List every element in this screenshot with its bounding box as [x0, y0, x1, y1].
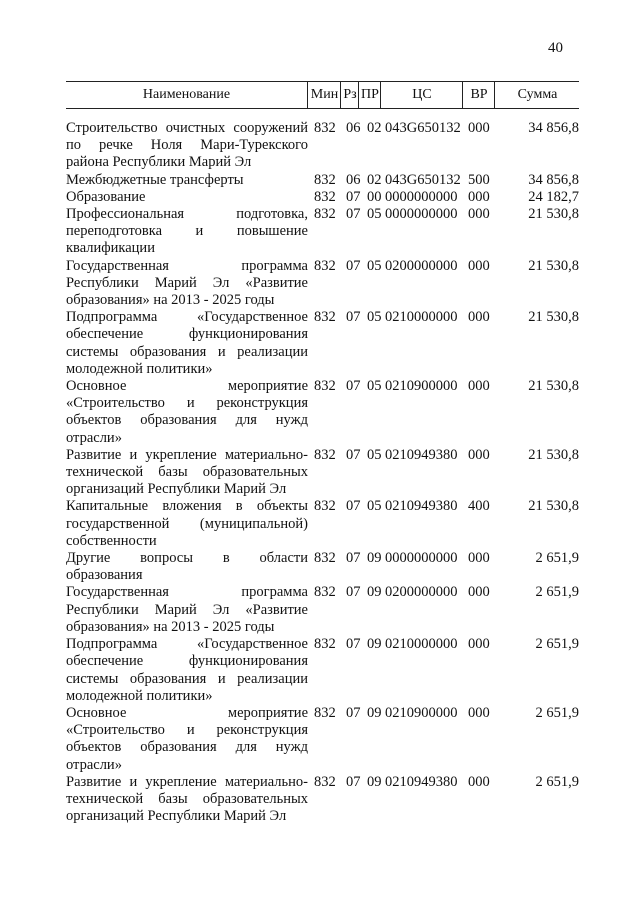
row-cs-code: 0210900000 [385, 378, 458, 395]
row-name: Профессиональная подготовка, переподготовка и повышение квалификации [66, 206, 308, 257]
row-sum: 2 651,9 [535, 636, 579, 653]
row-pr-code: 05 [367, 206, 382, 223]
row-rz-code: 07 [346, 773, 361, 790]
row-rz-code: 07 [346, 636, 361, 653]
row-vr-code: 400 [468, 498, 490, 515]
row-name: Государственная программа Республики Марий Эл «Развитие образования» на 2013 - 2025 годы [66, 584, 308, 635]
row-name: Подпрограмма «Государственное обеспечение функционирования системы образования и реализации молодежной политики» [66, 309, 308, 377]
row-cs-code: 0210949380 [385, 446, 458, 463]
row-cs-code: 0000000000 [385, 206, 458, 223]
row-pr-code: 09 [367, 636, 382, 653]
row-vr-code: 000 [468, 550, 490, 567]
row-vr-code: 000 [468, 704, 490, 721]
row-sum: 2 651,9 [535, 704, 579, 721]
row-vr-code: 000 [468, 636, 490, 653]
row-min-code: 832 [314, 584, 336, 601]
row-name: Основное мероприятие «Строительство и реконструкция объектов образования для нужд отрасли» [66, 704, 308, 773]
row-rz-code: 07 [346, 257, 361, 274]
row-vr-code: 000 [468, 584, 490, 601]
row-name: Образование [66, 188, 146, 205]
row-vr-code: 000 [468, 446, 490, 463]
row-cs-code: 0210000000 [385, 636, 458, 653]
row-sum: 21 530,8 [528, 498, 579, 515]
row-name: Развитие и укрепление материально-технической базы образовательных организаций Республики Марий Эл [66, 446, 308, 498]
row-name: Государственная программа Республики Марий Эл «Развитие образования» на 2013 - 2025 годы [66, 257, 308, 309]
row-pr-code: 05 [367, 498, 382, 515]
table-header [66, 81, 579, 109]
table-row [66, 636, 579, 705]
page-number: 40 [548, 40, 563, 56]
row-vr-code: 000 [468, 120, 490, 136]
table-row [66, 774, 579, 826]
table-row [66, 378, 579, 447]
row-pr-code: 05 [367, 378, 382, 395]
row-pr-code: 02 [367, 120, 382, 136]
row-min-code: 832 [314, 550, 336, 567]
row-rz-code: 07 [346, 378, 361, 395]
row-sum: 34 856,8 [528, 120, 579, 136]
row-vr-code: 000 [468, 206, 490, 223]
table-row [66, 120, 579, 172]
row-cs-code: 0000000000 [385, 188, 458, 205]
row-min-code: 832 [314, 120, 336, 136]
row-pr-code: 09 [367, 704, 382, 721]
table-row [66, 447, 579, 499]
row-pr-code: 02 [367, 171, 382, 188]
row-rz-code: 07 [346, 309, 361, 326]
row-min-code: 832 [314, 257, 336, 274]
row-name: Межбюджетные трансферты [66, 171, 244, 188]
header-min: Мин [307, 82, 341, 108]
table-row [66, 189, 579, 206]
row-name: Строительство очистных сооружений по речке Ноля Мари-Турекского района Республики Марий Эл [66, 120, 308, 171]
row-sum: 24 182,7 [528, 188, 579, 205]
row-cs-code: 0210900000 [385, 704, 458, 721]
row-cs-code: 0210949380 [385, 498, 458, 515]
row-min-code: 832 [314, 704, 336, 721]
row-rz-code: 07 [346, 584, 361, 601]
table-row [66, 550, 579, 584]
row-cs-code: 043G650132 [385, 171, 461, 188]
row-min-code: 832 [314, 636, 336, 653]
row-name: Развитие и укрепление материально-технической базы образовательных организаций Республики Марий Эл [66, 773, 308, 825]
row-rz-code: 07 [346, 550, 361, 567]
row-vr-code: 000 [468, 309, 490, 326]
row-vr-code: 000 [468, 773, 490, 790]
header-name: Наименование [142, 87, 231, 102]
table-body [66, 120, 579, 825]
row-cs-code: 0210949380 [385, 773, 458, 790]
table-row [66, 498, 579, 550]
row-sum: 2 651,9 [535, 584, 579, 601]
row-rz-code: 07 [346, 498, 361, 515]
row-sum: 21 530,8 [528, 309, 579, 326]
row-pr-code: 09 [367, 773, 382, 790]
table-row [66, 172, 579, 189]
row-rz-code: 06 [346, 171, 361, 188]
header-cs: ЦС [380, 82, 463, 108]
row-vr-code: 000 [468, 188, 490, 205]
row-pr-code: 05 [367, 446, 382, 463]
header-vr: ВР [462, 82, 495, 108]
row-rz-code: 07 [346, 206, 361, 223]
row-pr-code: 05 [367, 257, 382, 274]
row-vr-code: 000 [468, 257, 490, 274]
row-pr-code: 05 [367, 309, 382, 326]
row-pr-code: 00 [367, 188, 382, 205]
row-cs-code: 043G650132 [385, 120, 461, 136]
table-row [66, 584, 579, 636]
row-min-code: 832 [314, 309, 336, 326]
row-name: Подпрограмма «Государственное обеспечение функционирования системы образования и реализации молодежной политики» [66, 636, 308, 704]
row-sum: 21 530,8 [528, 378, 579, 395]
row-pr-code: 09 [367, 584, 382, 601]
row-min-code: 832 [314, 171, 336, 188]
table-row [66, 705, 579, 774]
row-rz-code: 07 [346, 704, 361, 721]
row-vr-code: 000 [468, 378, 490, 395]
row-cs-code: 0210000000 [385, 309, 458, 326]
table-row [66, 258, 579, 310]
row-min-code: 832 [314, 188, 336, 205]
row-min-code: 832 [314, 498, 336, 515]
row-name: Капитальные вложения в объекты государственной (муниципальной) собственности [66, 498, 308, 549]
row-sum: 21 530,8 [528, 446, 579, 463]
row-vr-code: 500 [468, 171, 490, 188]
row-sum: 34 856,8 [528, 171, 579, 188]
row-sum: 2 651,9 [535, 773, 579, 790]
row-pr-code: 09 [367, 550, 382, 567]
row-rz-code: 07 [346, 446, 361, 463]
row-min-code: 832 [314, 206, 336, 223]
row-min-code: 832 [314, 773, 336, 790]
row-rz-code: 07 [346, 188, 361, 205]
header-pr: ПР [358, 82, 381, 108]
row-name: Другие вопросы в области образования [66, 550, 308, 584]
header-rz: Рз [340, 82, 359, 108]
row-cs-code: 0200000000 [385, 584, 458, 601]
row-sum: 21 530,8 [528, 257, 579, 274]
row-sum: 21 530,8 [528, 206, 579, 223]
row-cs-code: 0000000000 [385, 550, 458, 567]
table-row [66, 206, 579, 258]
row-name: Основное мероприятие «Строительство и реконструкция объектов образования для нужд отрасли» [66, 378, 308, 446]
row-min-code: 832 [314, 378, 336, 395]
table-row [66, 309, 579, 378]
row-sum: 2 651,9 [535, 550, 579, 567]
row-rz-code: 06 [346, 120, 361, 136]
header-sum: Сумма [494, 82, 580, 108]
row-min-code: 832 [314, 446, 336, 463]
row-cs-code: 0200000000 [385, 257, 458, 274]
